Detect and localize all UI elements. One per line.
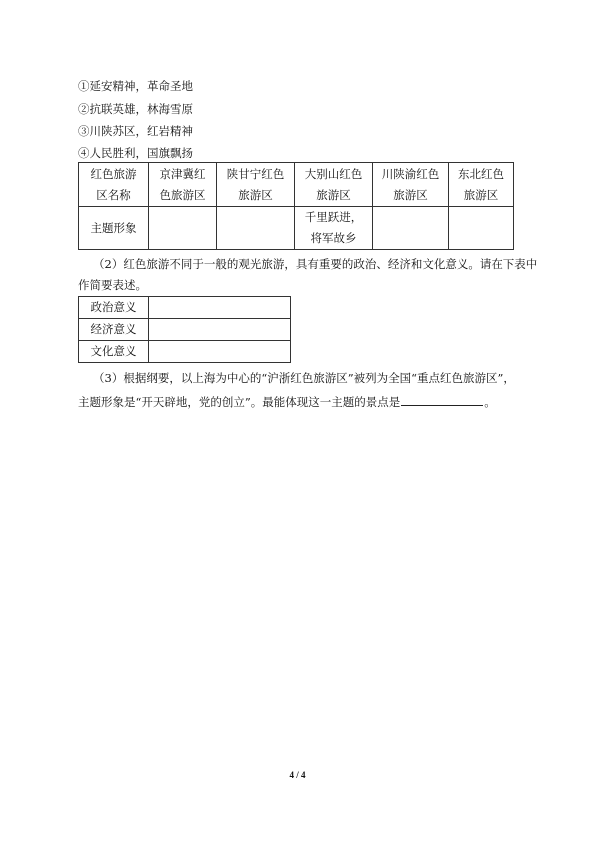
- meaning-row: [79, 341, 291, 363]
- meaning-label: 经济意义: [79, 319, 149, 341]
- meaning-answer-cell[interactable]: [149, 297, 291, 319]
- theme-label-cell: 主题形象: [79, 207, 149, 250]
- zone-header-cell: 川陕渝红色 旅游区: [373, 163, 449, 207]
- zone-header-cell: 东北红色 旅游区: [449, 163, 514, 207]
- q3-line-2-text: 主题形象是“开天辟地，党的创立”。最能体现这一主题的景点是: [78, 395, 401, 409]
- zone-header-cell: 京津冀红 色旅游区: [149, 163, 217, 207]
- zone-header-cell: 大别山红色 旅游区: [295, 163, 373, 207]
- zone-table-theme-row: [79, 207, 514, 250]
- q3-line-2-end: 。: [484, 395, 496, 409]
- q2-line-2: 作简要表述。: [78, 278, 147, 292]
- zone-header-cell: 陕甘宁红色 旅游区: [217, 163, 295, 207]
- option-1: ①延安精神，革命圣地: [78, 79, 193, 93]
- meaning-answer-cell[interactable]: [149, 341, 291, 363]
- theme-answer-cell[interactable]: [217, 207, 295, 250]
- zone-table: [78, 162, 514, 250]
- theme-answer-cell[interactable]: [449, 207, 514, 250]
- theme-answer-cell[interactable]: [373, 207, 449, 250]
- zone-header-cell: 红色旅游 区名称: [79, 163, 149, 207]
- q3-line-2: [78, 393, 496, 410]
- theme-answer-cell[interactable]: [149, 207, 217, 250]
- option-2: ②抗联英雄，林海雪原: [78, 102, 193, 116]
- option-3: ③川陕苏区，红岩精神: [78, 124, 193, 138]
- option-4: ④人民胜利，国旗飘扬: [78, 146, 193, 160]
- meaning-row: [79, 297, 291, 319]
- q2-line-1: （2）红色旅游不同于一般的观光旅游，具有重要的政治、经济和文化意义。请在下表中: [93, 257, 538, 271]
- meaning-answer-cell[interactable]: [149, 319, 291, 341]
- page-number: 4 / 4: [289, 770, 306, 780]
- meaning-row: [79, 319, 291, 341]
- meaning-label: 文化意义: [79, 341, 149, 363]
- q3-answer-blank[interactable]: [401, 393, 483, 406]
- zone-table-header-row: [79, 163, 514, 207]
- theme-value-cell: 千里跃进， 将军故乡: [295, 207, 373, 250]
- meaning-table: [78, 296, 291, 363]
- q3-line-1: （3）根据纲要，以上海为中心的“沪浙红色旅游区”被列为全国“重点红色旅游区”，: [93, 371, 515, 385]
- meaning-label: 政治意义: [79, 297, 149, 319]
